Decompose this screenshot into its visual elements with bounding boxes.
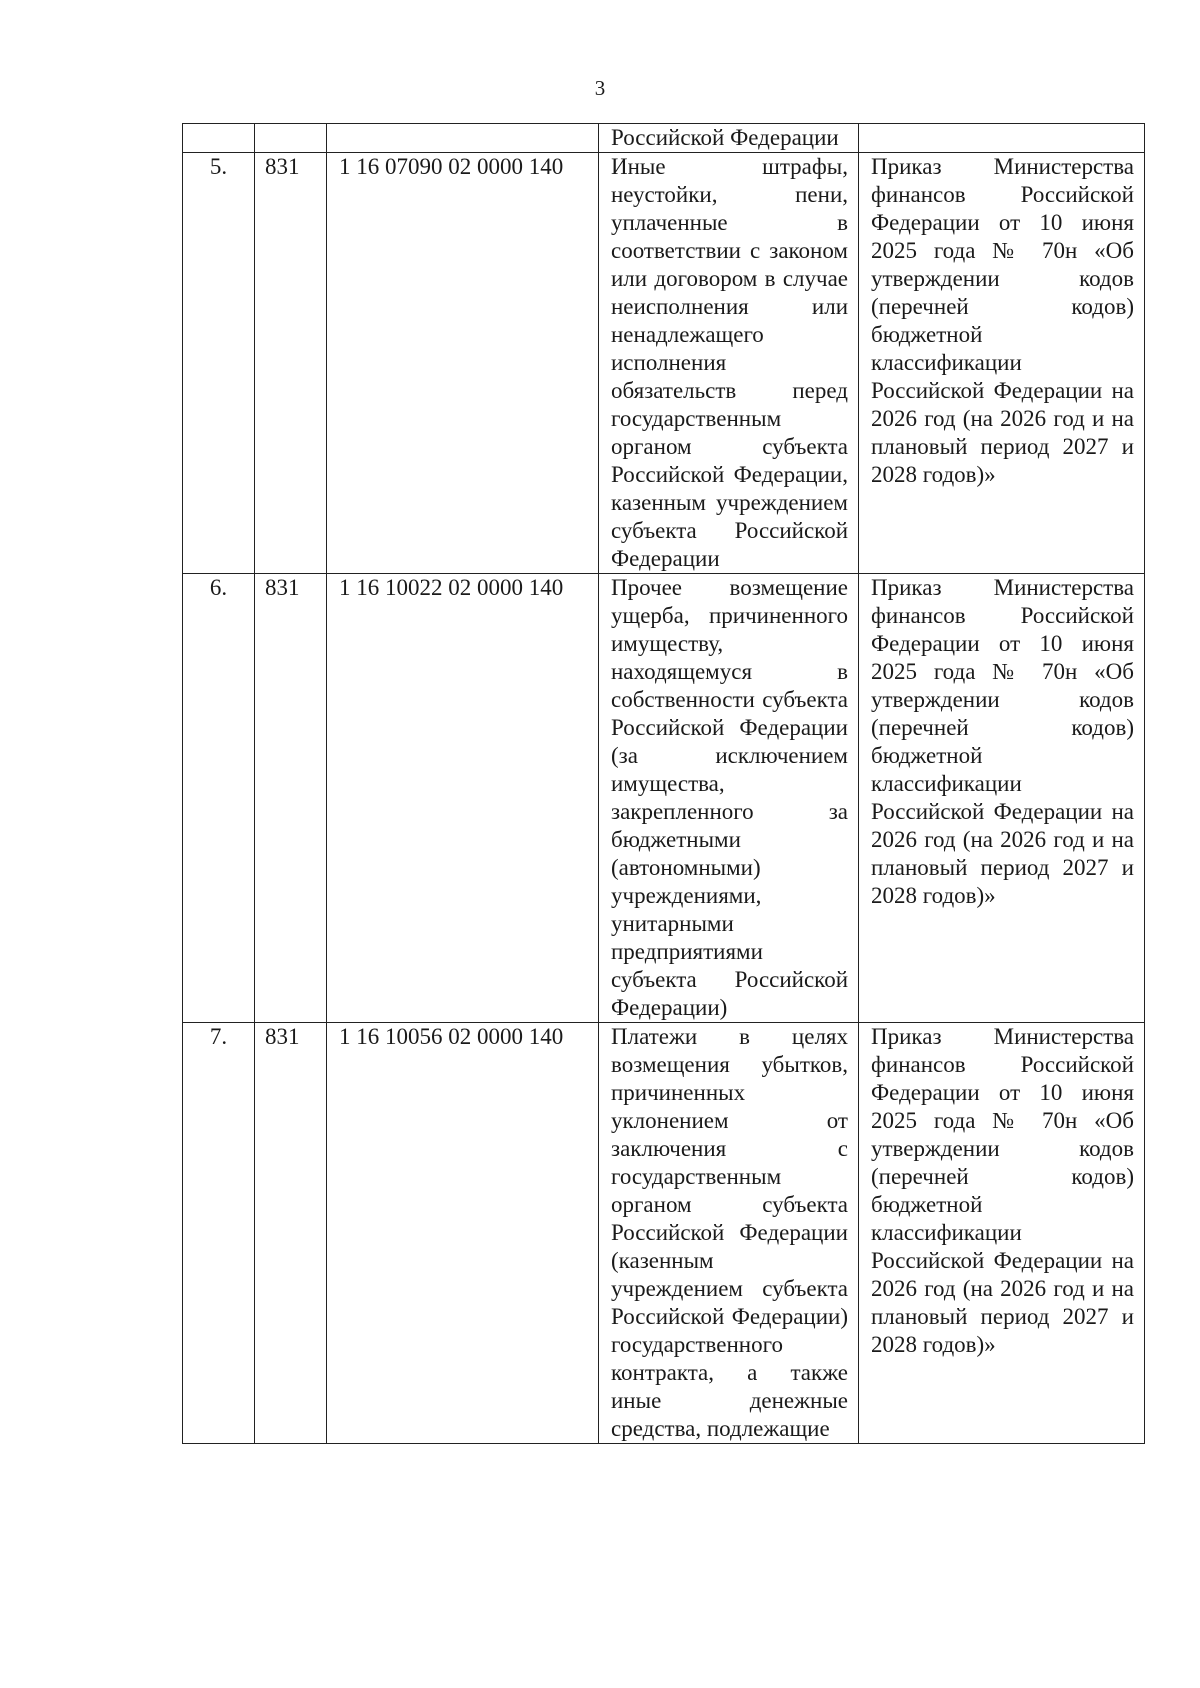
cell-num: [183, 124, 255, 153]
table-row: [183, 574, 1145, 1023]
cell-admin-code: [255, 124, 327, 153]
cell-name: [599, 153, 859, 574]
table-row: [183, 153, 1145, 574]
admin-code: 831: [255, 153, 327, 574]
cell-basis: [859, 1023, 1145, 1444]
admin-code: 831: [255, 574, 327, 1023]
income-name-text: Российской Федерации: [611, 125, 839, 150]
row-number: 5.: [183, 153, 255, 574]
kbk-code: 1 16 07090 02 0000 140: [327, 153, 599, 574]
legal-basis-text: Приказ Министерства финансов Российской Федерации от 10 июня 2025 года № 70н «Об утверждении кодов (перечней кодов) бюджетной классификации Российской Федерации на 2026 год (на 2026 год и на плановый период 2027 и 2028 годов)»: [871, 575, 1134, 908]
budget-codes-table: [182, 123, 1145, 1444]
cell-basis: [859, 124, 1145, 153]
cell-kbk: [327, 124, 599, 153]
cell-basis: [859, 153, 1145, 574]
cell-basis: [859, 574, 1145, 1023]
row-number: 7.: [183, 1023, 255, 1444]
income-name-text: Платежи в целях возмещения убытков, причиненных уклонением от заключения с государственным органом субъекта Российской Федерации (казенным учреждением субъекта Российской Федерации) государственного контракта, а также иные денежные средства, подлежащие: [611, 1024, 848, 1441]
cell-name: [599, 1023, 859, 1444]
admin-code: 831: [255, 1023, 327, 1444]
kbk-code: 1 16 10056 02 0000 140: [327, 1023, 599, 1444]
row-number: 6.: [183, 574, 255, 1023]
table-row-continuation: [183, 124, 1145, 153]
kbk-code: 1 16 10022 02 0000 140: [327, 574, 599, 1023]
cell-name: [599, 574, 859, 1023]
legal-basis-text: Приказ Министерства финансов Российской Федерации от 10 июня 2025 года № 70н «Об утверждении кодов (перечней кодов) бюджетной классификации Российской Федерации на 2026 год (на 2026 год и на плановый период 2027 и 2028 годов)»: [871, 1024, 1134, 1357]
legal-basis-text: Приказ Министерства финансов Российской Федерации от 10 июня 2025 года № 70н «Об утверждении кодов (перечней кодов) бюджетной классификации Российской Федерации на 2026 год (на 2026 год и на плановый период 2027 и 2028 годов)»: [871, 154, 1134, 487]
income-name-text: Иные штрафы, неустойки, пени, уплаченные в соответствии с законом или договором в случае неисполнения или ненадлежащего исполнения обязательств перед государственным органом субъекта Российской Федерации, казенным учреждением субъекта Российской Федерации: [611, 154, 848, 571]
cell-name: [599, 124, 859, 153]
page-number: 3: [594, 76, 606, 100]
income-name-text: Прочее возмещение ущерба, причиненного имуществу, находящемуся в собственности субъекта Российской Федерации (за исключением имущества, закрепленного за бюджетными (автономными) учреждениями, унитарными предприятиями субъекта Российской Федерации): [611, 575, 848, 1020]
table-row: [183, 1023, 1145, 1444]
